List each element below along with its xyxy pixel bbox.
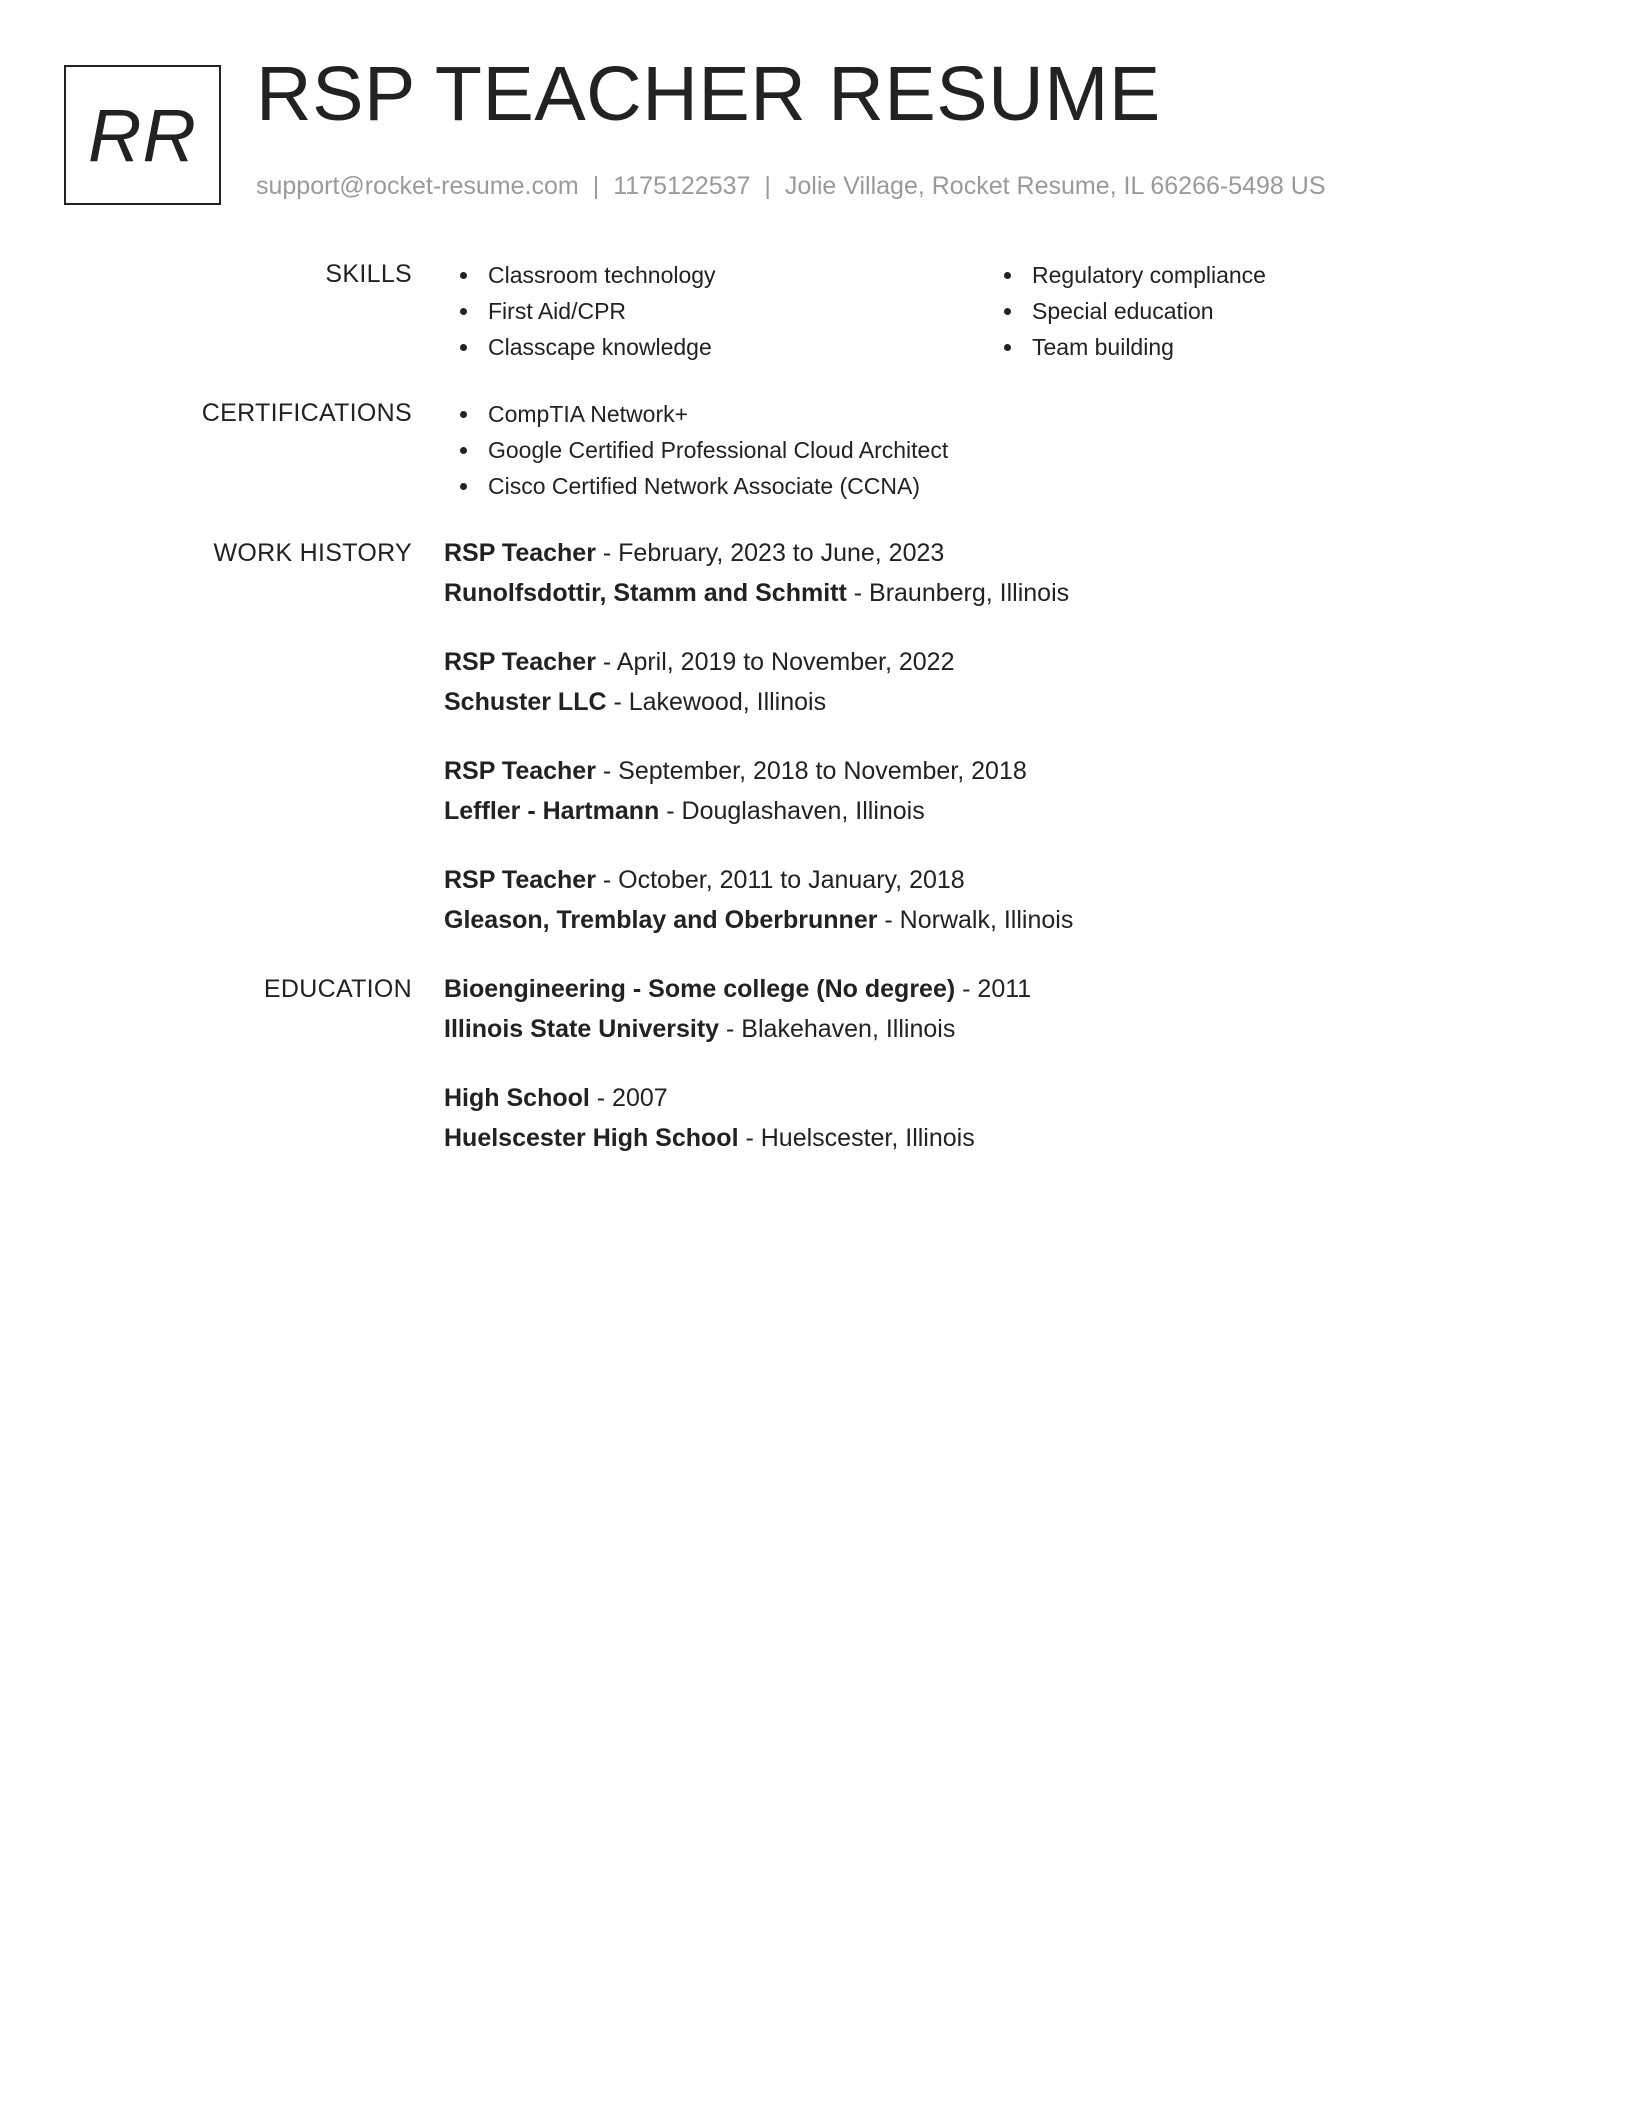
skill-item: Regulatory compliance — [988, 257, 1266, 293]
skills-list-left — [444, 257, 716, 365]
job-company: Schuster LLC — [444, 688, 607, 716]
skill-item: First Aid/CPR — [444, 293, 716, 329]
contact-separator: | — [592, 172, 600, 200]
section-label-work-history: WORK HISTORY — [213, 539, 412, 567]
contact-phone: 1175122537 — [613, 172, 751, 200]
job-dates: - February, 2023 to June, 2023 — [595, 539, 945, 567]
resume-title: RSP TEACHER RESUME — [256, 51, 1161, 137]
job-title: RSP Teacher — [444, 539, 596, 567]
job-company: Leffler - Hartmann — [444, 797, 660, 825]
contact-separator: | — [764, 172, 771, 200]
education-degree: High School — [444, 1084, 590, 1112]
contact-address: Jolie Village, Rocket Resume, IL 66266-5498 US — [784, 172, 1326, 200]
job-company: Gleason, Tremblay and Oberbrunner — [444, 906, 878, 934]
job-location: - Norwalk, Illinois — [877, 906, 1074, 934]
skill-item: Special education — [988, 293, 1266, 329]
education-location: - Huelscester, Illinois — [738, 1124, 975, 1152]
job-location: - Braunberg, Illinois — [846, 579, 1070, 607]
job-dates: - September, 2018 to November, 2018 — [595, 757, 1027, 785]
contact-email: support@rocket-resume.com — [256, 172, 579, 200]
section-label-certifications: CERTIFICATIONS — [201, 399, 412, 427]
job-location: - Lakewood, Illinois — [606, 688, 827, 716]
education-entry — [444, 1078, 975, 1158]
job-dates: - October, 2011 to January, 2018 — [595, 866, 965, 894]
certification-item: CompTIA Network+ — [444, 396, 948, 432]
skill-item: Team building — [988, 329, 1266, 365]
certification-item: Cisco Certified Network Associate (CCNA) — [444, 468, 948, 504]
job-dates: - April, 2019 to November, 2022 — [595, 648, 955, 676]
education-year: - 2011 — [955, 975, 1032, 1003]
job-company: Runolfsdottir, Stamm and Schmitt — [444, 579, 847, 607]
section-label-skills: SKILLS — [325, 260, 412, 288]
job-entry — [444, 533, 1069, 613]
education-location: - Blakehaven, Illinois — [719, 1015, 956, 1043]
job-entry — [444, 642, 954, 722]
education-entry — [444, 969, 1031, 1049]
section-label-education: EDUCATION — [263, 975, 412, 1003]
monogram-logo: RR — [64, 65, 221, 205]
certifications-list — [444, 396, 948, 504]
skills-list-right — [988, 257, 1266, 365]
skill-item: Classroom technology — [444, 257, 716, 293]
education-year: - 2007 — [589, 1084, 668, 1112]
job-title: RSP Teacher — [444, 757, 596, 785]
contact-line — [256, 174, 1326, 199]
certification-item: Google Certified Professional Cloud Architect — [444, 432, 948, 468]
education-school: Illinois State University — [444, 1015, 720, 1043]
job-title: RSP Teacher — [444, 648, 596, 676]
education-school: Huelscester High School — [444, 1124, 739, 1152]
job-entry — [444, 860, 1073, 940]
job-location: - Douglashaven, Illinois — [659, 797, 925, 825]
skill-item: Classcape knowledge — [444, 329, 716, 365]
education-degree: Bioengineering - Some college (No degree) — [444, 975, 956, 1003]
job-title: RSP Teacher — [444, 866, 596, 894]
job-entry — [444, 751, 1027, 831]
